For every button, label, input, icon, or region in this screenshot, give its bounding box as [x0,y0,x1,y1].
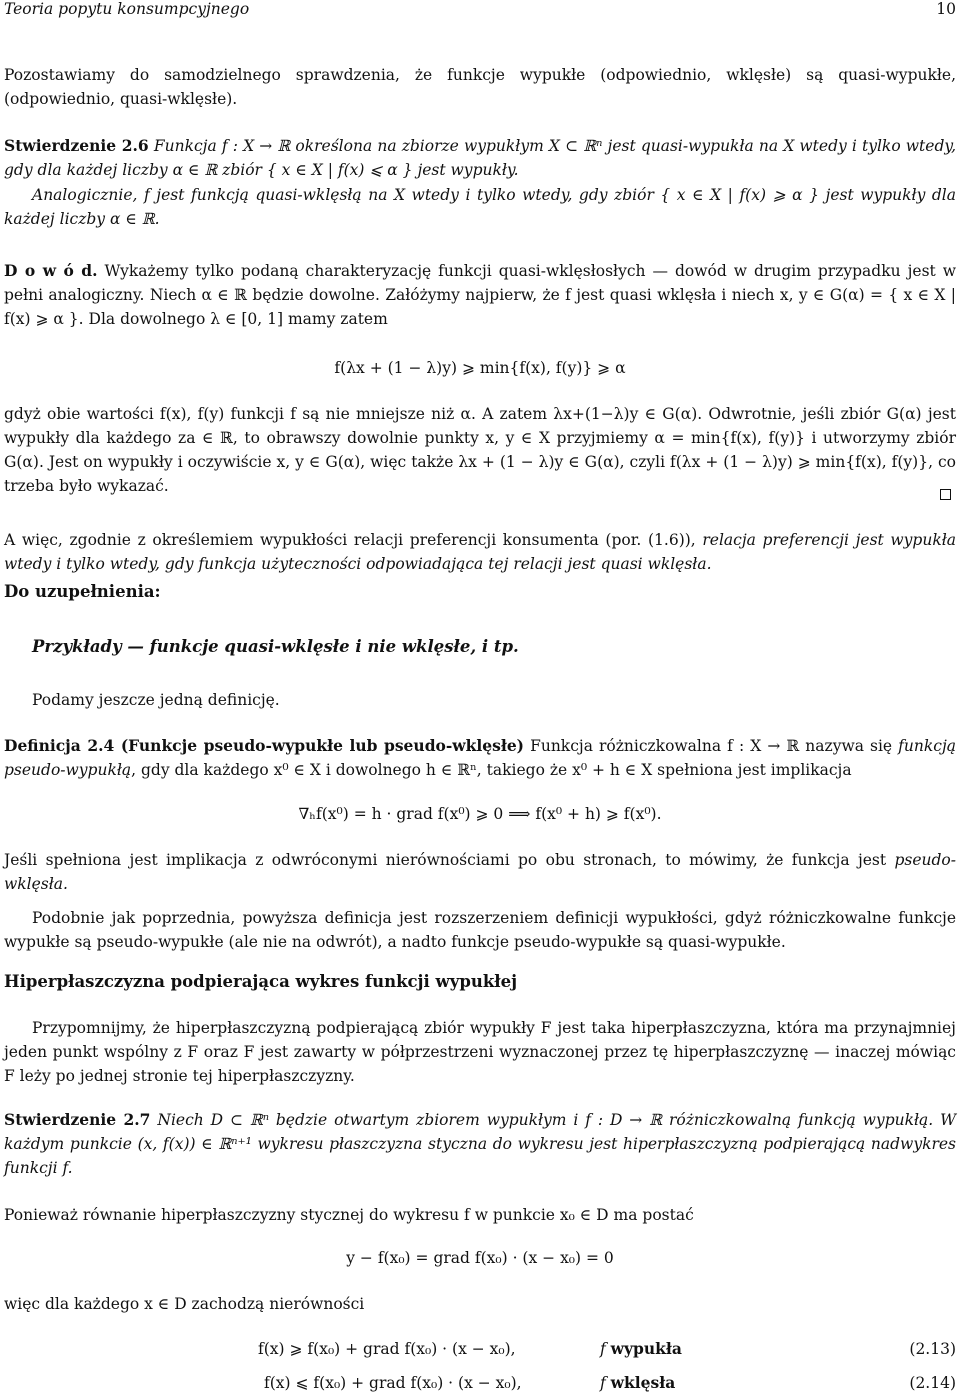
equation-2-13-number: (2.13) [909,1340,956,1358]
preference-paragraph [4,528,956,576]
definition-reverse-text: Jeśli spełniona jest implikacja z odwróconymi nierównościami po obu stronach, to mówimy, że funkcja jest [4,851,895,869]
equation-2-13-f: f [600,1340,611,1358]
page-number: 10 [936,0,956,18]
definition-text-a: Funkcja różniczkowalna f : X → ℝ nazywa się [524,737,899,755]
definition-label: Definicja 2.4 (Funkcje pseudo-wypukłe lub pseudo-wklęsłe) [4,736,525,755]
proposition-2-6-analog: Analogicznie, f jest funkcją quasi-wklęsłą na X wtedy i tylko wtedy, gdy zbiór { x ∈ X | f(x) ⩾ α } jest wypukły dla każdej liczby α ∈ ℝ. [4,186,956,228]
proof-equation: f(λx + (1 − λ)y) ⩾ min{f(x), f(y)} ⩾ α [334,359,626,377]
definition-equation: ∇ₕf(x⁰) = h · grad f(x⁰) ⩾ 0 ⟹ f(x⁰ + h) ⩾ f(x⁰). [298,805,662,823]
equation-2-14-number: (2.14) [909,1374,956,1392]
proposition-label: Stwierdzenie 2.6 [4,136,149,155]
definition-reverse-term: pseudo-wklęsła. [4,851,956,893]
proposition-2-7 [4,1108,956,1180]
equation-2-13 [0,1337,960,1361]
equation-2-13-lhs: f(x) ⩾ f(x₀) + grad f(x₀) · (x − x₀), [258,1340,516,1358]
proposition-2-7-text: Niech D ⊂ ℝⁿ będzie otwartym zbiorem wypukłym i f : D → ℝ różniczkowalną funkcją wypukłą. W każdym punkcie (x, f(x)) ∈ ℝⁿ⁺¹ wykresu płaszczyzna styczna do wykresu jest hiperpłaszczyzną podpierającą nadwykres funkcji f. [4,1111,957,1177]
equation-2-14-kind: wklęsła [610,1373,676,1392]
qed-box [940,489,951,500]
equation-2-14-f: f [600,1374,611,1392]
tangent-intro: Ponieważ równanie hiperpłaszczyzny stycznej do wykresu f w punkcie x₀ ∈ D ma postać [4,1206,694,1224]
definition-2-4 [4,734,956,782]
inequalities-intro: więc dla każdego x ∈ D zachodzą nierówności [4,1295,365,1313]
todo-heading: Do uzupełnienia: [4,582,161,601]
running-header-title: Teoria popytu konsumpcyjnego [4,0,250,18]
tangent-equation: y − f(x₀) = grad f(x₀) · (x − x₀) = 0 [346,1249,614,1267]
preference-italic: relacja preferencji jest wypukła wtedy i tylko wtedy, gdy funkcja użyteczności odpowiadająca tej relacji jest quasi wklęsła. [4,531,956,573]
equation-2-13-kind: wypukła [610,1339,682,1358]
definition-intro: Podamy jeszcze jedną definicję. [32,691,280,709]
proof-continuation: gdyż obie wartości f(x), f(y) funkcji f są nie mniejsze niż α. A zatem λx+(1−λ)y ∈ G(α). Odwrotnie, jeśli zbiór G(α) jest wypukły dla każdego za ∈ ℝ, to obrawszy dowolnie punkty x, y ∈ X przyjmiemy α = min{f(x), f(y)} i utworzymy zbiór G(α). Jest on wypukły i oczywiście x, y ∈ G(α), więc także λx + (1 − λ)y ∈ G(α), czyli f(λx + (1 − λ)y) ⩾ min{f(x), f(y)}, co trzeba było wykazać. [4,405,956,495]
proof-text: Wykażemy tylko podaną charakteryzację funkcji quasi-wklęsłosłych — dowód w drugim przypadku jest w pełni analogiczny. Niech α ∈ ℝ będzie dowolne. Załóżymy najpierw, że f jest quasi wklęsła i niech x, y ∈ G(α) = { x ∈ X | f(x) ⩾ α }. Dla dowolnego λ ∈ [0, 1] mamy zatem [4,262,957,328]
proof-paragraph [4,259,956,331]
equation-2-14-cond [600,1371,675,1395]
intro-paragraph: Pozostawiamy do samodzielnego sprawdzenia, że funkcje wypukłe (odpowiednio, wklęsłe) są quasi-wypukłe, (odpowiednio, quasi-wklęsłe). [4,66,956,108]
equation-2-14-lhs: f(x) ⩽ f(x₀) + grad f(x₀) · (x − x₀), [264,1374,522,1392]
preference-text: A więc, zgodnie z określemiem wypukłości relacji preferencji konsumenta (por. (1.6)), [4,531,703,549]
pseudo-convex-paragraph: Podobnie jak poprzednia, powyższa definicja jest rozszerzeniem definicji wypukłości, gdyż różniczkowalne funkcje wypukłe są pseudo-wypukłe (ale nie na odwrót), a nadto funkcje pseudo-wypukłe są quasi-wypukłe. [4,909,956,951]
proof-label: D o w ó d. [4,261,98,280]
equation-2-14 [0,1371,960,1395]
definition-text-b: , gdy dla każdego x⁰ ∈ X i dowolnego h ∈ ℝⁿ, takiego że x⁰ + h ∈ X spełniona jest implikacja [131,761,852,779]
examples-heading: Przykłady — funkcje quasi-wklęsłe i nie wklęsłe, i tp. [32,637,519,656]
proposition-text: Funkcja f : X → ℝ określona na zbiorze wypukłym X ⊂ ℝⁿ jest quasi-wypukła na X wtedy i tylko wtedy, gdy dla każdej liczby α ∈ ℝ zbiór { x ∈ X | f(x) ⩽ α } jest wypukły. [4,137,957,179]
equation-2-13-cond [600,1337,682,1361]
supporting-hyperplane-paragraph: Przypomnijmy, że hiperpłaszczyzną podpierającą zbiór wypukły F jest taka hiperpłaszczyzna, która ma przynajmniej jeden punkt wspólny z F oraz F jest zawarty w półprzestrzeni wyznaczonej przez tę hiperpłaszczyznę — inaczej mówiąc F leży po jednej stronie tej hiperpłaszczyzny. [4,1019,956,1085]
section-heading: Hiperpłaszczyzna podpierająca wykres funkcji wypukłej [4,972,518,991]
proposition-2-7-label: Stwierdzenie 2.7 [4,1110,151,1129]
definition-reverse [4,848,956,896]
proposition-2-6 [4,134,956,182]
definition-term: funkcją pseudo-wypukłą [4,737,956,779]
